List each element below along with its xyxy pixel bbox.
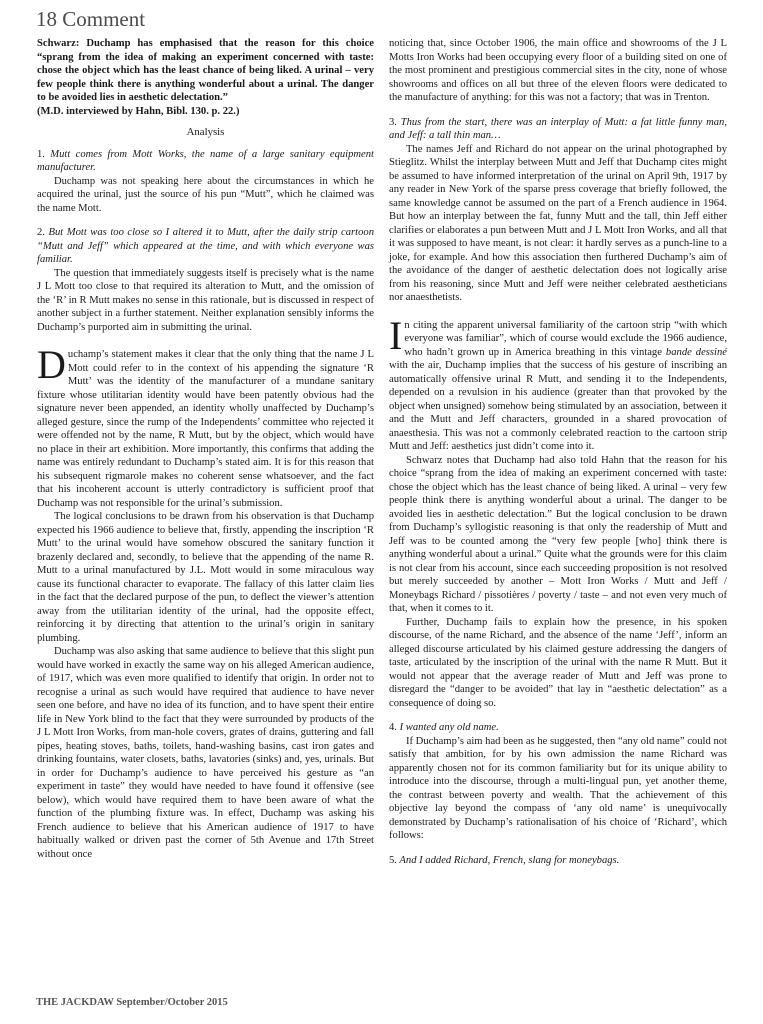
right-column [389, 37, 727, 867]
schwarz-quote: Schwarz: Duchamp has emphasised that the reason for this choice “sprang from the idea of making an experiment concerned with taste: chose the object which has the least chance of being liked. A urinal – very few people think there is anything wonderful about a urinal. The danger to be avoided lies in aesthetic delectation.” [37, 38, 374, 103]
section-3-title: Thus from the start, there was an interplay of Mutt: a fat little funny man, and Jeff: a tall thin man… [389, 116, 727, 141]
section-4-title: I wanted any old name. [399, 722, 499, 733]
section-5-number: 5. [389, 854, 397, 866]
section-5-title: And I added Richard, French, slang for moneybags. [399, 854, 620, 866]
page-number-section-title: 18 Comment [36, 7, 146, 31]
section-3-heading [389, 116, 727, 143]
schwarz-notes-paragraph: Schwarz notes that Duchamp had also told Hahn that the reason for his choice “sprang from the idea of making an experiment concerned with taste: chose the object which has the least chance of being liked. A urinal – very few people think there is anything wonderful about a urinal. The danger to be avoided lies in aesthetic delectation.” But the logical conclusion to be drawn from Duchamp’s syllogistic reasoning is that only the readership of Mutt and Jeff was to be counted among the “very few people [who] think there is anything wonderful about a urinal.” Quite what the grounds were for this claim is not clear from his account, since each succeeding proposition is not resolved but merely succeeded by another – Mott Iron Works / Mutt and Jeff / Moneybags Richard / pissotières / poverty / taste – and not even very much of that, when it comes to it. [389, 454, 727, 614]
page-footer: THE JACKDAW September/October 2015 [36, 997, 228, 1008]
section-3-paragraph: The names Jeff and Richard do not appear on the urinal photographed by Stieglitz. Whilst the interplay between Mutt and Jeff that Duchamp cites might be assumed to have informed interpretation of the urinal on April 9th, 1917 by any reader in New York of the sparse press coverage that briefly followed, the same knowledge cannot be assumed on the part of a French audience in 1964. But how an interplay between the fat, funny Mutt and the tall, thin Jeff either clarifies or elaborates a pun between Mutt and J L Mott Iron Works, and all that it was supposed to have meant, is not clear: it hardly serves as a punch-line to a joke, for example. And how this association then furthered Duchamp’s aim of the avoidance of the danger of aesthetic delectation does not logically arise from his reasoning, since Mutt and Jeff were neither celebrated aestheticians nor anaesthetists. [389, 143, 727, 303]
further-paragraph: Further, Duchamp fails to explain how the presence, in his spoken discourse, of the name Richard, and the absence of the name ‘Jeff’, inform an alleged discourse articulated by his claimed gesture addressing the dangers of taste, articulated by the inscription of the urinal with the name R Mutt. But it would not appear that the average reader of Mutt and Jeff was prone to disregard the “danger to be avoided” that lay in “aesthetic delectation” as a consequence of doing so. [389, 616, 727, 709]
section-4-heading [389, 721, 727, 735]
section-4-paragraph: If Duchamp’s aim had been as he suggested, then “any old name” could not satisfy that ambition, for by his own admission the name Richard was apparently chosen not for its common familiarity but for its unique ability to introduce into the discourse, through a multi-lingual pun, yet another theme, the contrast between poverty and wealth. That the achievement of this objective lay beyond the compass of ‘any old name’ is unequivocally demonstrated by Duchamp’s rationalisation of his choice of ‘Richard’, which follows: [389, 735, 727, 841]
continued-paragraph: noticing that, since October 1906, the main office and showrooms of the J L Motts Iron Works had been occupying every floor of a building sited on one of the most prominent and prestigious commercial sites in the city, none of whose showrooms and offices on all but three of the eleven floors were dedicated to the manufacture of anything: for this was not a factory; that was in Trenton. [389, 38, 727, 103]
section-2-title: But Mott was too close so I altered it to Mutt, after the daily strip cartoon “Mutt and Jeff” which appeared at the time, and with which everyone was familiar. [37, 227, 374, 265]
dropcap-paragraph-1-text: uchamp’s statement makes it clear that the only thing that the name J L Mott could refer to in the context of his appending the signature ‘R Mutt’ was the identity of the manufacturer of a mundane sanitary fixture whose utilitarian identity would have been patently obvious had the signature never been appended, an identity wholly unaffected by Duchamp’s alleged gesture, since the rump of the Independents’ committee who rejected it were offended not by the name, R Mutt, but by the object, which would have no place in their art exhibition. More importantly, this confirms that adding the name was entirely redundant to Duchamp’s stated aim. It is for this reason that his subsequent rigmarole makes no coherent sense whatsoever, and the fact that his incoherent account is utterly contradictory is sufficient proof that Duchamp was not responsible for the urinal’s submission. [37, 349, 374, 509]
dropcap-paragraph-2 [389, 312, 727, 454]
dropcap-letter: D [37, 342, 66, 387]
analysis-heading: Analysis [186, 126, 225, 138]
section-2-heading [37, 226, 374, 267]
left-column [37, 37, 374, 861]
section-3-number: 3. [389, 116, 397, 128]
dropcap-letter-2: I [389, 312, 403, 358]
section-2-number: 2. [37, 227, 45, 238]
dropcap-paragraph-2-text-b: with the air, Duchamp implies that the success of his gesture of inscribing an automatically offensive urinal R Mutt, and sending it to the Independents, depended on a revulsion in his audience (greater than that provoked by the object when unsigned) somehow being stimulated by an association, between it and the Mutt and Jeff characters, grounded in a shared provocation of anaesthesia. This was not a commonly celebrated reaction to the cartoon strip Mutt and Jeff: aesthetics just didn’t come into it. [389, 360, 727, 452]
quote-source: (M.D. interviewed by Hahn, Bibl. 130. p. 22.) [37, 105, 240, 117]
section-1-paragraph: Duchamp was not speaking here about the circumstances in which he acquired the urinal, just the source of his pun “Mutt”, which he claimed was the name Mott. [37, 175, 374, 214]
section-4-number: 4. [389, 722, 397, 733]
section-1-title: Mutt comes from Mott Works, the name of a large sanitary equipment manufacturer. [37, 148, 374, 173]
logical-conclusions-paragraph: The logical conclusions to be drawn from his observation is that Duchamp expected his 1966 audience to believe that, firstly, appending the inscription ‘R Mutt’ to the urinal would have somehow obscured the sanitary function it brazenly declared and, secondly, to believe that the appending of the name R. Mutt to a urinal manufactured by J.L. Mott would in some miraculous way cause its functional character to evaporate. The fallacy of this latter claim lies in the fact that the declared purpose of the pun, to deflect the viewer’s attention away from the utilitarian identity of the urinal, had the opposite effect, reinforcing it by directing that attention to the urinal’s origin in sanitary plumbing. [37, 511, 374, 644]
american-audience-paragraph: Duchamp was also asking that same audience to believe that this slight pun would have worked in exactly the same way on his alleged American audience, of 1917, which was even more qualified to identify that origin. In order not to recognise a urinal as such would have required that audience to have never seen one before, and have no idea of its function, and to have spent their entire life in New York blind to the fact that they were surrounded by products of the J L Mott Iron Works, from man-hole covers, grates of drains, guttering and fall pipes, heating stoves, baths, toilets, hand-washing basins, cast iron gates and drinking fountains, water closets, baths, lavatories (sinks) and, yes, urinals. But in order for Duchamp’s audience to have perceived his gesture as “an experiment in taste” they would have needed to have found it offensive (see below), which would have required them to have been aware of what the function of the plumbing fixture was. In effect, Duchamp was asking his French audience to believe that his American audience of 1917 to have habitually walked or driven past the corner of 5th Avenue and 17th Street without once [37, 646, 374, 860]
section-5-heading [389, 854, 727, 868]
bande-dessine-italic: bande dessiné [665, 346, 727, 358]
dropcap-paragraph-2-text-a: n citing the apparent universal familiarity of the cartoon strip “with which everyone was familiar”, which of course would exclude the 1966 audience, who hadn’t grown up in America breathing in this vintage [404, 319, 727, 358]
dropcap-paragraph-1 [37, 342, 374, 510]
section-1-heading [37, 148, 374, 175]
section-1-number: 1. [37, 148, 45, 160]
section-2-paragraph: The question that immediately suggests itself is precisely what is the name J L Mott too close to that required its alteration to Mutt, and the omission of the ‘R’ in R Mutt makes no sense in this rationale, but is discussed in respect of another subject in a further statement. Neither explanation sensibly informs the Duchamp’s purported aim in submitting the urinal. [37, 267, 374, 333]
